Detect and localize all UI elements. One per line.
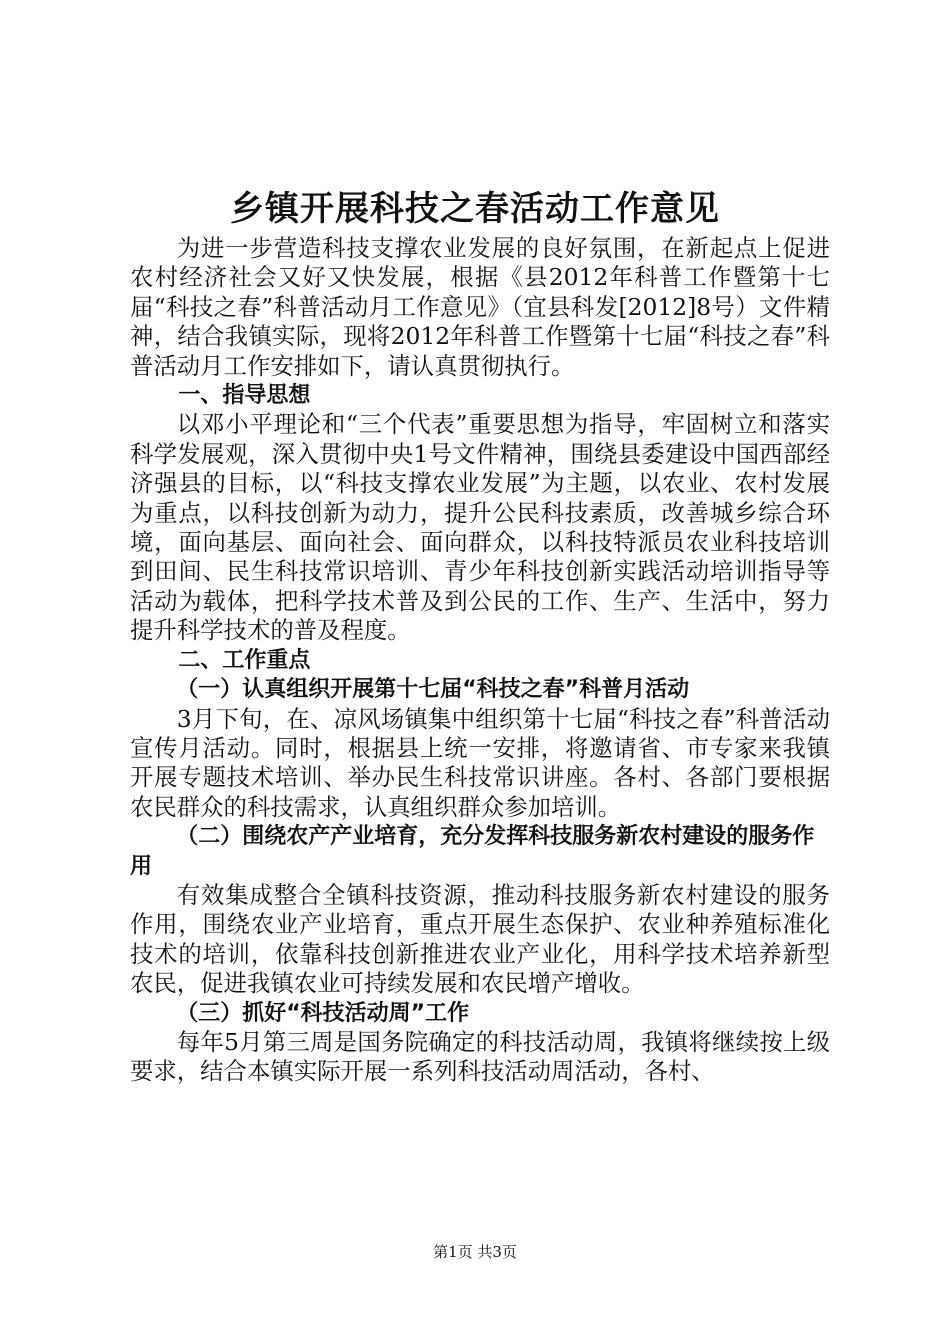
subsection-3-heading: （三）抓好“科技活动周”工作 (176, 1000, 470, 1026)
page-number-footer: 第1页 共3页 (433, 1243, 517, 1261)
subsection-1-paragraph: 3月下旬，在、凉风场镇集中组织第十七届“科技之春”科普活动宣传月活动。同时，根据县上统一安排，将邀请省、市专家来我镇开展专题技术培训、举办民生科技常识讲座。各村、各部门要根据农民群众的科技需求，认真组织群众参加培训。 (130, 704, 830, 821)
section-2-heading: 二、工作重点 (178, 647, 311, 673)
document-body (130, 234, 830, 1087)
subsection-3-paragraph: 每年5月第三周是国务院确定的科技活动周，我镇将继续按上级要求，结合本镇实际开展一系列科技活动周活动，各村、 (130, 1027, 830, 1086)
subsection-1-heading: （一）认真组织开展第十七届“科技之春”科普月活动 (176, 677, 690, 703)
intro-paragraph: 为进一步营造科技支撑农业发展的良好氛围，在新起点上促进农村经济社会又好又快发展，根据《县2012年科普工作暨第十七届“科技之春”科普活动月工作意见》（宜县科发[2012]8号）文件精神，结合我镇实际，现将2012年科普工作暨第十七届“科技之春”科普活动月工作安排如下，请认真贯彻执行。 (130, 234, 830, 380)
document-title: 乡镇开展科技之春活动工作意见 (230, 189, 720, 229)
subsection-2-paragraph: 有效集成整合全镇科技资源，推动科技服务新农村建设的服务作用，围绕农业产业培育，重点开展生态保护、农业种养殖标准化技术的培训，依靠科技创新推进农业产业化，用科学技术培养新型农民，促进我镇农业可持续发展和农民增产增收。 (130, 880, 830, 998)
section-1-heading: 一、指导思想 (178, 383, 311, 409)
subsection-2-heading: （二）围绕农产产业培育，充分发挥科技服务新农村建设的服务作用 (130, 824, 815, 879)
section-1-paragraph: 以邓小平理论和“三个代表”重要思想为指导，牢固树立和落实科学发展观，深入贯彻中央1号文件精神，围绕县委建设中国西部经济强县的目标，以“科技支撑农业发展”为主题，以农业、农村发展为重点，以科技创新为动力，提升公民科技素质，改善城乡综合环境，面向基层、面向社会、面向群众，以科技特派员农业科技培训到田间、民生科技常识培训、青少年科技创新实践活动培训指导等活动为载体，把科学技术普及到公民的工作、生产、生活中，努力提升科学技术的普及程度。 (130, 410, 830, 645)
